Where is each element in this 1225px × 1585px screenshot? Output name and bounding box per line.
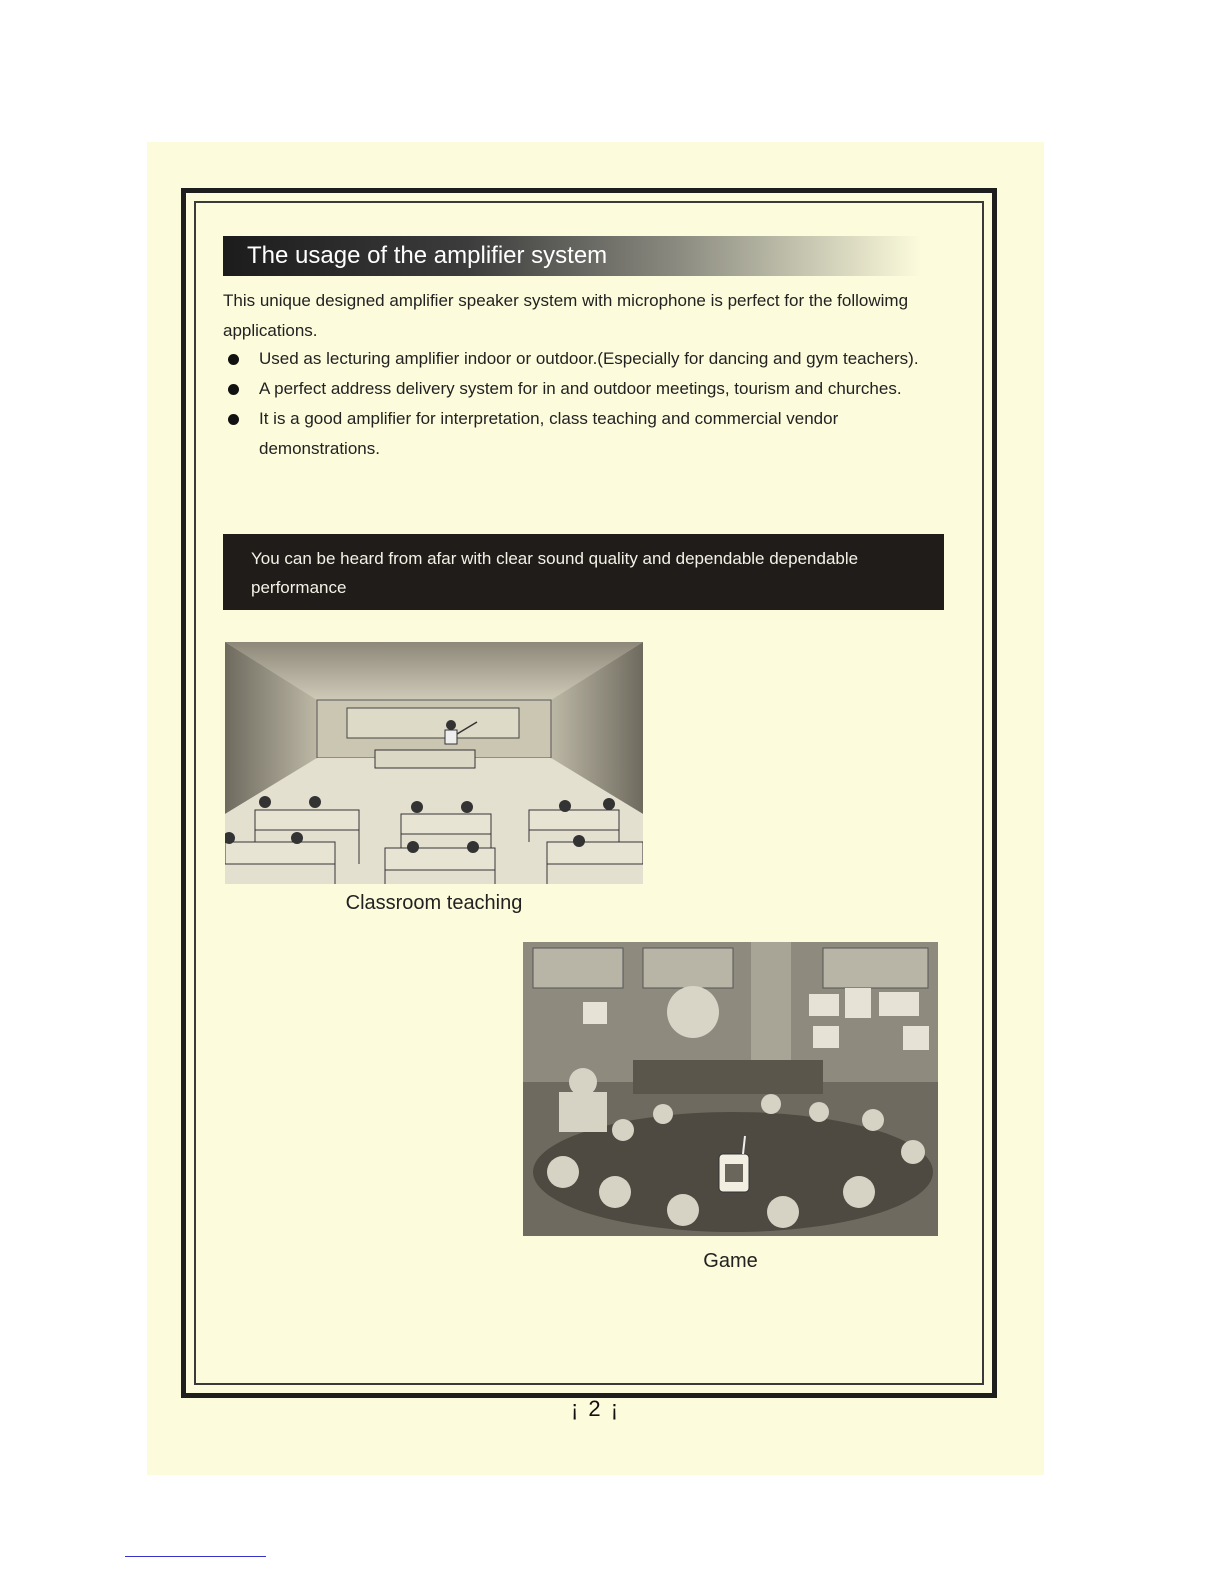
- section-title: The usage of the amplifier system: [247, 242, 608, 269]
- list-item-text: It is a good amplifier for interpretation, class teaching and commercial vendor demonstrations.: [259, 409, 839, 458]
- bullet-icon: [228, 414, 239, 425]
- highlight-text: You can be heard from afar with clear sound quality and dependable dependable performance: [251, 549, 859, 597]
- footer-underline: [125, 1556, 266, 1557]
- classroom-illustration: [225, 642, 643, 884]
- list-item-text: A perfect address delivery system for in and outdoor meetings, tourism and churches.: [259, 379, 902, 398]
- list-item: [223, 404, 958, 464]
- figure-caption-game: Game: [703, 1250, 758, 1272]
- list-item: [223, 374, 958, 404]
- highlight-box: [223, 534, 944, 610]
- bullet-icon: [228, 384, 239, 395]
- manual-page: [147, 142, 1044, 1475]
- figure-caption-classroom: Classroom teaching: [345, 892, 523, 914]
- applications-list: [223, 344, 958, 464]
- list-item-text: Used as lecturing amplifier indoor or outdoor.(Especially for dancing and gym teachers).: [259, 349, 919, 368]
- section-title-bar: [223, 236, 921, 276]
- game-photo: [523, 942, 938, 1236]
- intro-paragraph: This unique designed amplifier speaker system with microphone is perfect for the followimg applications.: [223, 291, 909, 340]
- bullet-icon: [228, 354, 239, 365]
- list-item: [223, 344, 958, 374]
- page-number: ¡ 2 ¡: [570, 1396, 621, 1421]
